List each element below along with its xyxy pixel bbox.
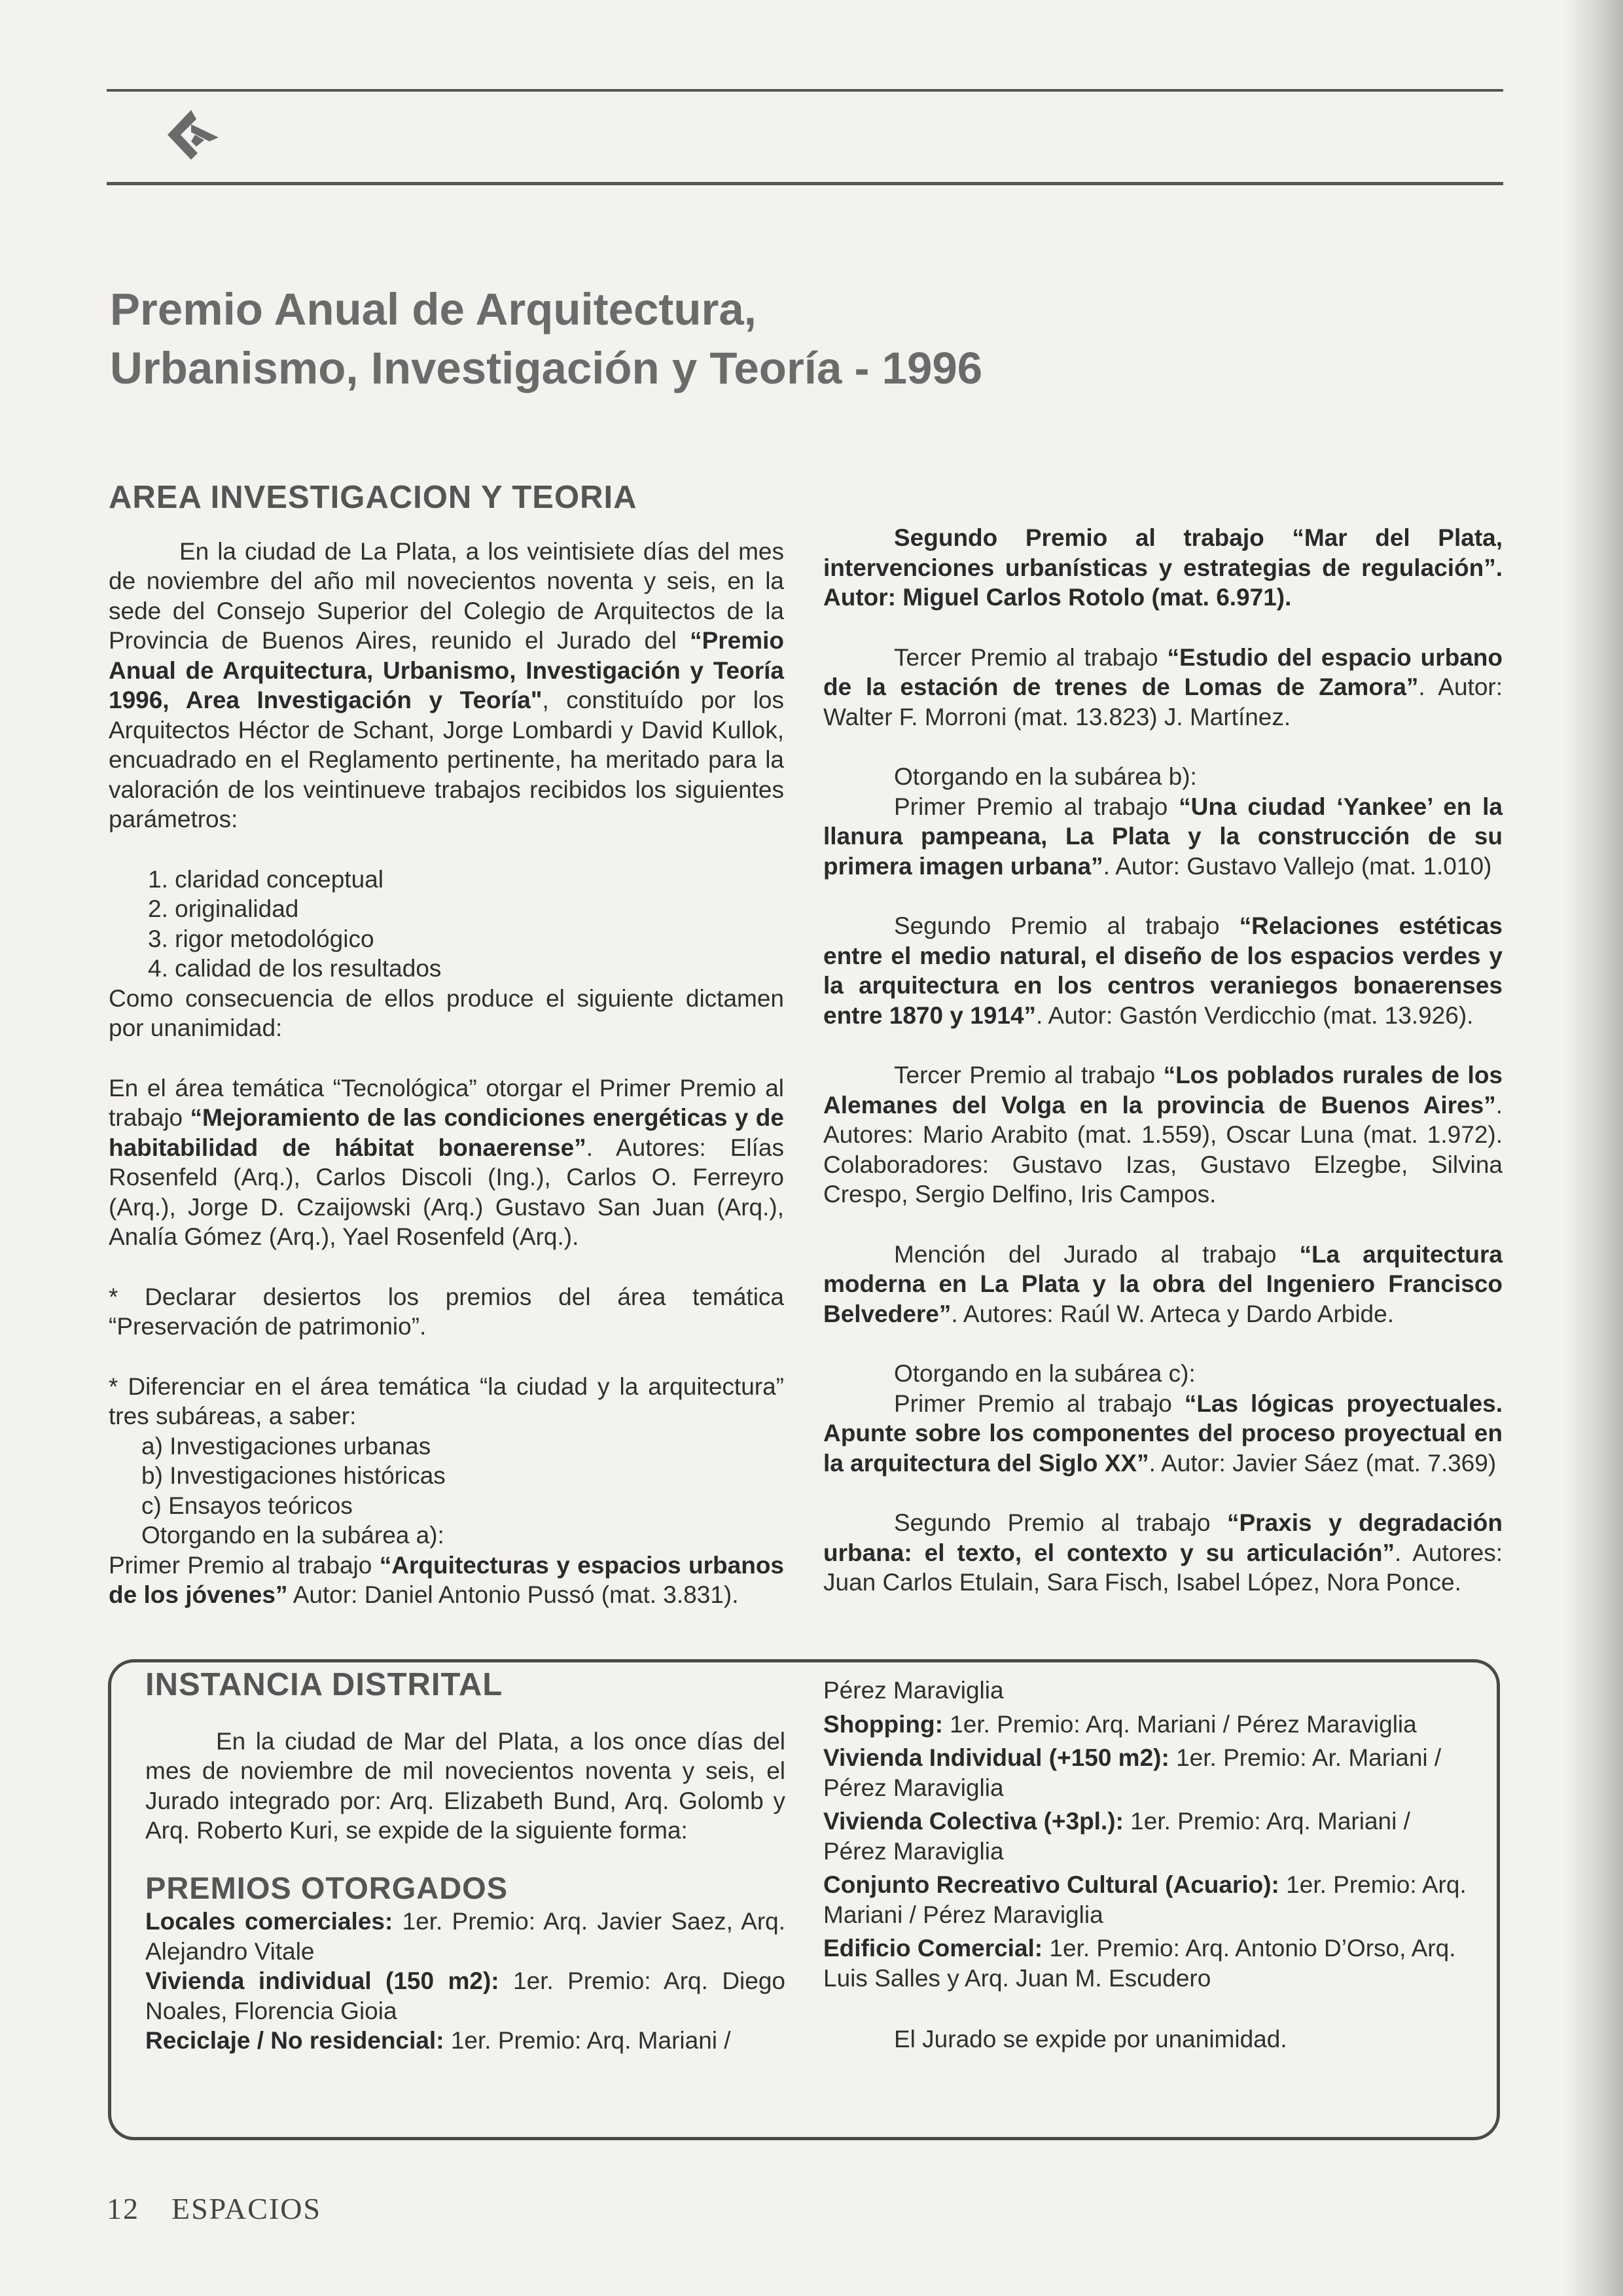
- award-category: Shopping:: [823, 1710, 943, 1738]
- award-entry: [823, 1743, 1468, 1803]
- text: Tercer Premio al trabajo: [894, 1062, 1164, 1088]
- award-continuation: Pérez Maraviglia: [823, 1677, 1004, 1704]
- page-footer: [107, 2191, 321, 2226]
- area-intro-text: En la ciudad de La Plata, a los veintisiete días del mes de noviembre del año mil novecientos noventa y seis, en la sede del Consejo Superior del Colegio de Arquitectos de la Provincia de Buenos Aires, reunido el Jurado del: [109, 537, 784, 654]
- subarea-a-second-prize: [823, 523, 1503, 613]
- subarea-c-second-prize: [823, 1508, 1503, 1598]
- text: Segundo Premio al trabajo: [894, 1509, 1227, 1536]
- section-heading-distrital: INSTANCIA DISTRITAL: [145, 1667, 503, 1702]
- award-entry: [823, 1710, 1468, 1740]
- award-winner: 1er. Premio: Arq. Mariani / Pérez Maraviglia: [823, 1808, 1410, 1865]
- award-winner: 1er. Premio: Arq. Mariani / Pérez Maraviglia: [942, 1710, 1417, 1738]
- work-title: “Estudio del espacio urbano de la estación de trenes de Lomas de Zamora”: [823, 643, 1503, 700]
- consequence-paragraph: Como consecuencia de ellos produce el siguiente dictamen por unanimidad:: [109, 984, 784, 1041]
- award-entry: [145, 1907, 785, 1966]
- text: . Autores: Mario Arabito (mat. 1.559), Oscar Luna (mat. 1.972). Colaboradores: Gustavo Izas, Gustavo Elzegbe, Silvina Crespo, Sergio Delfino, Iris Campos.: [823, 1091, 1503, 1208]
- work-title: “Mejoramiento de las condiciones energéticas y de habitabilidad de hábitat bonaerense”: [109, 1104, 784, 1161]
- title-line-2: Urbanismo, Investigación y Teoría - 1996: [110, 343, 983, 393]
- subareas-paragraph: * Diferenciar en el área temática “la ciudad y la arquitectura” tres subáreas, a saber:: [109, 1372, 784, 1429]
- subarea-b-third-prize: [823, 1060, 1503, 1210]
- list-item: 1. claridad conceptual: [148, 865, 383, 893]
- title-line-1: Premio Anual de Arquitectura,: [110, 284, 757, 334]
- subarea-a-first-prize: [109, 1551, 784, 1610]
- distrital-intro: En la ciudad de Mar del Plata, a los once días del mes de noviembre de mil novecientos noventa y seis, el Jurado integrado por: Arq. Elizabeth Bund, Arq. Golomb y Arq. Roberto Kuri, se expide de la siguiente forma:: [145, 1727, 785, 1844]
- work-title: Segundo Premio al trabajo “Mar del Plata, intervenciones urbanísticas y estrategias de regulación”. Autor: Miguel Carlos Rotolo (mat. 6.971).: [823, 524, 1503, 611]
- award-name: “Premio Anual de Arquitectura, Urbanismo, Investigación y Teoría 1996, Area Investigación y Teoría": [109, 627, 784, 713]
- text: . Autor: Javier Sáez (mat. 7.369): [1149, 1449, 1497, 1477]
- award-category: Reciclaje / No residencial:: [145, 2027, 444, 2054]
- subarea-b-second-prize: [823, 911, 1503, 1030]
- jury-closing: El Jurado se expide por unanimidad.: [894, 2026, 1287, 2053]
- award-winner: 1er. Premio: Arq. Javier Saez, Arq. Alejandro Vitale: [145, 1908, 786, 1965]
- award-entry: [823, 1806, 1468, 1866]
- award-entry: [823, 1933, 1468, 1993]
- tech-award-paragraph: [109, 1073, 784, 1252]
- award-winner: 1er. Premio: Arq. Diego Noales, Florencia Gioia: [145, 1967, 785, 2024]
- page-title: [110, 280, 1222, 398]
- award-winner: 1er. Premio: Arq. Mariani / Pérez Maraviglia: [823, 1871, 1467, 1928]
- magazine-name: ESPACIOS: [171, 2192, 322, 2225]
- subarea-c-first-prize: [823, 1389, 1503, 1479]
- award-category: Vivienda Individual (+150 m2):: [823, 1744, 1169, 1771]
- work-title: “Una ciudad ‘Yankee’ en la llanura pampeana, La Plata y la construcción de su primera imagen urbana”: [823, 793, 1503, 880]
- subarea-a-grant: Otorgando en la subárea a):: [141, 1522, 444, 1549]
- logo-icon: [164, 106, 223, 171]
- award-entry: [145, 1966, 785, 2026]
- award-category: Vivienda individual (150 m2):: [145, 1967, 499, 1994]
- award-winner: 1er. Premio: Arq. Antonio D’Orso, Arq. Luis Salles y Arq. Juan M. Escudero: [823, 1935, 1456, 1992]
- section-heading-area: AREA INVESTIGACION Y TEORIA: [109, 480, 637, 515]
- right-column: [823, 523, 1503, 1598]
- area-intro: [109, 537, 784, 834]
- text: Primer Premio al trabajo: [109, 1551, 380, 1579]
- text: Primer Premio al trabajo: [894, 1390, 1185, 1417]
- desert-paragraph: * Declarar desiertos los premios del área temática “Preservación de patrimonio”.: [109, 1283, 784, 1340]
- award-entry: [823, 1870, 1468, 1929]
- work-title: “Las lógicas proyectuales. Apunte sobre los componentes del proceso proyectual en la arquitectura del Siglo XX”: [823, 1390, 1503, 1477]
- award-category: Edificio Comercial:: [823, 1935, 1043, 1962]
- area-intro-text-2: , constituído por los Arquitectos Héctor de Schant, Jorge Lombardi y David Kullok, encuadrado en el Reglamento pertinente, ha meritado para la valoración de los veintinueve trabajos recibidos los siguientes parámetros:: [109, 687, 784, 833]
- distrital-right-column: [823, 1676, 1468, 2054]
- subarea-b-first-prize: [823, 792, 1503, 882]
- list-item: 2. originalidad: [148, 895, 299, 922]
- text: Segundo Premio al trabajo: [894, 912, 1240, 939]
- list-item: 3. rigor metodológico: [148, 925, 374, 952]
- jury-mention: [823, 1240, 1503, 1329]
- work-title: “Relaciones estéticas entre el medio natural, el diseño de los espacios verdes y la arquitectura en los centros veraniegos bonaerenses entre 1870 y 1914”: [823, 912, 1503, 1029]
- list-item: c) Ensayos teóricos: [141, 1492, 353, 1519]
- text: . Autores: Elías Rosenfeld (Arq.), Carlos Discoli (Ing.), Carlos O. Ferreyro (Arq.), Jorge D. Czaijowski (Arq.) Gustavo San Juan (Arq.), Analía Gómez (Arq.), Yael Rosenfeld (Arq.).: [109, 1134, 784, 1250]
- award-winner: 1er. Premio: Arq. Mariani /: [444, 2027, 731, 2054]
- distrital-left-column: [145, 1667, 786, 2056]
- parameters-list: [109, 865, 784, 984]
- work-title: “Los poblados rurales de los Alemanes del Volga en la provincia de Buenos Aires”: [823, 1062, 1503, 1119]
- subarea-a-third-prize: [823, 643, 1503, 732]
- list-item: 4. calidad de los resultados: [148, 955, 442, 982]
- work-title: “Praxis y degradación urbana: el texto, el contexto y su articulación”: [823, 1509, 1503, 1566]
- text: Tercer Premio al trabajo: [894, 643, 1168, 671]
- header-rule-bottom: [107, 182, 1503, 185]
- text: . Autor: Walter F. Morroni (mat. 13.823) J. Martínez.: [823, 673, 1503, 730]
- text: En el área temática “Tecnológica” otorgar el Primer Premio al trabajo: [109, 1074, 784, 1131]
- work-title: “La arquitectura moderna en La Plata y la obra del Ingeniero Francisco Belvedere”: [823, 1240, 1503, 1327]
- award-category: Locales comerciales:: [145, 1908, 393, 1935]
- text: . Autores: Raúl W. Arteca y Dardo Arbide.: [951, 1300, 1394, 1327]
- text: . Autor: Gustavo Vallejo (mat. 1.010): [1103, 852, 1492, 880]
- text: Primer Premio al trabajo: [894, 793, 1179, 820]
- subarea-b-grant: Otorgando en la subárea b):: [894, 763, 1197, 790]
- text: Mención del Jurado al trabajo: [894, 1240, 1300, 1268]
- list-item: b) Investigaciones históricas: [141, 1462, 446, 1489]
- page-number: 12: [107, 2192, 139, 2225]
- award-winner: 1er. Premio: Ar. Mariani / Pérez Maraviglia: [823, 1744, 1442, 1801]
- text: Autor: Daniel Antonio Pussó (mat. 3.831).: [287, 1581, 739, 1608]
- list-item: a) Investigaciones urbanas: [141, 1432, 431, 1460]
- header-rule-top: [107, 89, 1503, 92]
- awards-heading: PREMIOS OTORGADOS: [145, 1870, 508, 1905]
- text: . Autores: Juan Carlos Etulain, Sara Fisch, Isabel López, Nora Ponce.: [823, 1539, 1503, 1596]
- left-column: [109, 480, 784, 1610]
- text: . Autor: Gastón Verdicchio (mat. 13.926).: [1036, 1001, 1474, 1029]
- work-title: “Arquitecturas y espacios urbanos de los jóvenes”: [109, 1551, 784, 1608]
- award-category: Conjunto Recreativo Cultural (Acuario):: [823, 1871, 1279, 1898]
- award-entry: [145, 2026, 785, 2056]
- award-category: Vivienda Colectiva (+3pl.):: [823, 1808, 1124, 1835]
- page-edge-shadow: [1564, 0, 1623, 2296]
- subarea-c-grant: Otorgando en la subárea c):: [894, 1360, 1196, 1387]
